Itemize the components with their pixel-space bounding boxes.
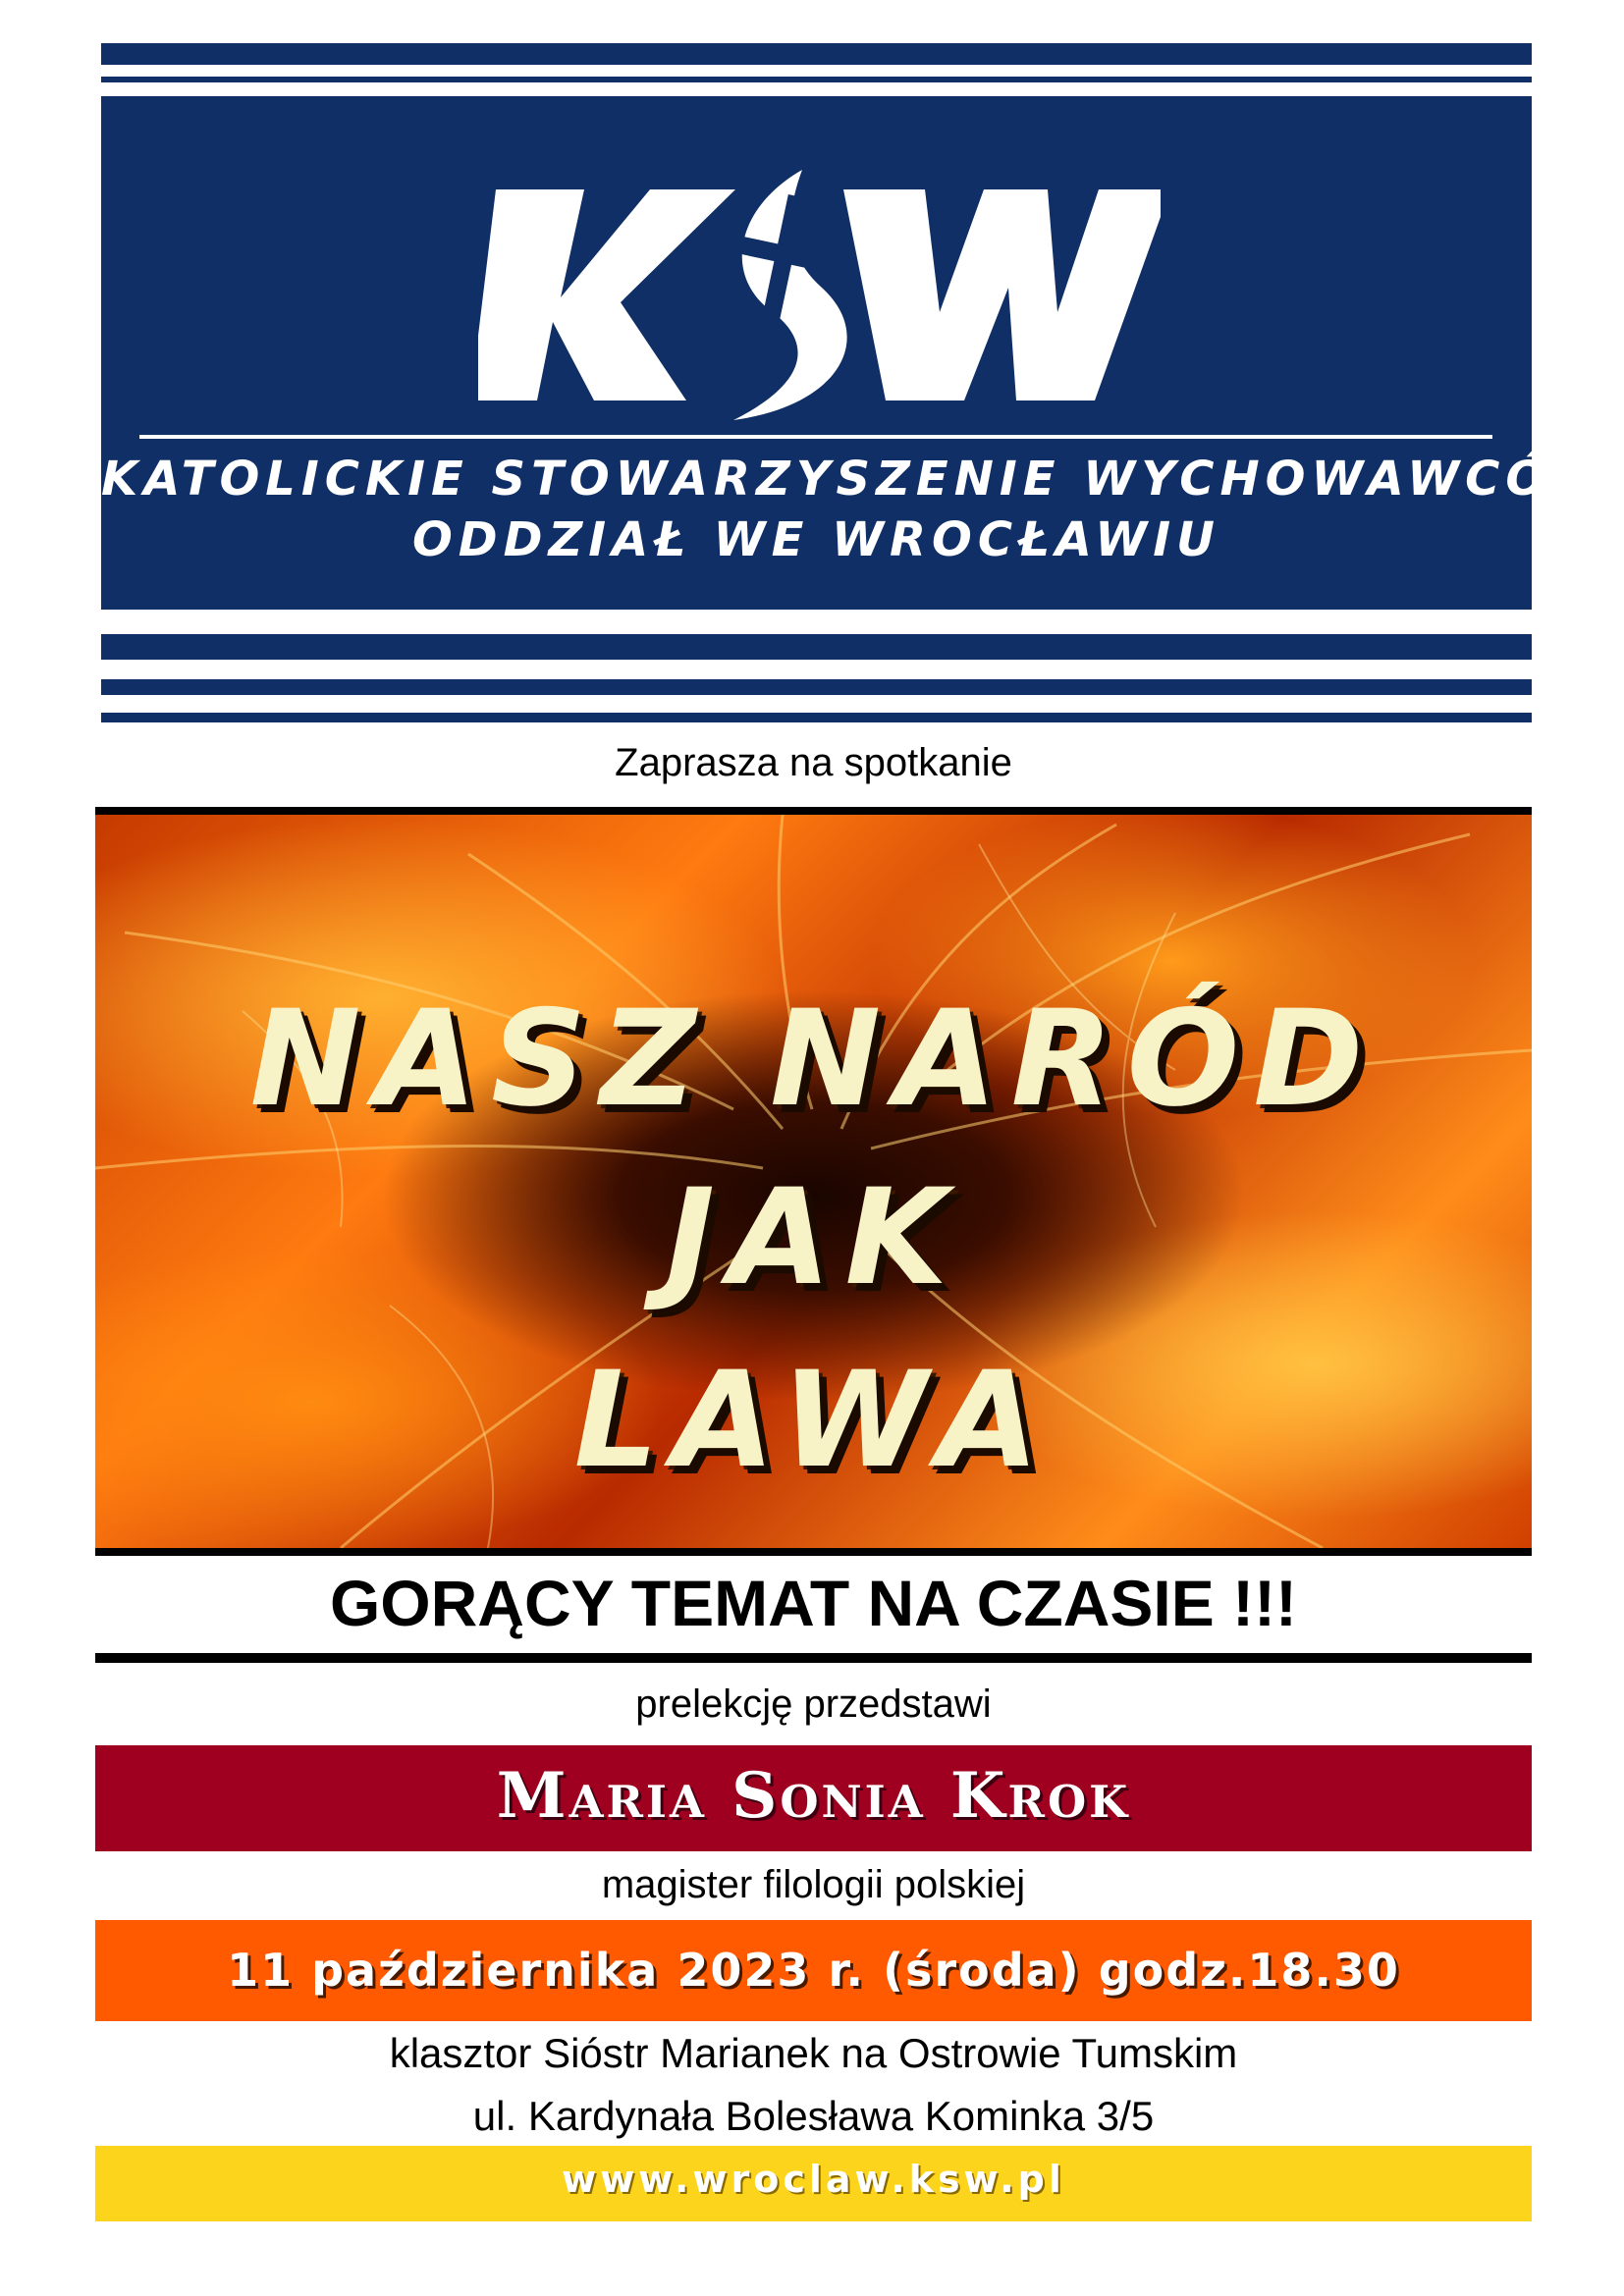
org-branch-line: ODDZIAŁ WE WROCŁAWIU — [411, 512, 1221, 567]
venue-line-1: klasztor Sióstr Marianek na Ostrowie Tumskim — [389, 2030, 1238, 2076]
date-bar — [95, 1920, 1532, 2021]
venue-line-2: ul. Kardynała Bolesława Kominka 3/5 — [472, 2093, 1155, 2139]
header-divider — [139, 435, 1492, 439]
header-stripe-bottom-1 — [101, 634, 1532, 660]
header-stripe-top — [101, 43, 1532, 65]
hot-topic-heading: GORĄCY TEMAT NA CZASIE !!! — [329, 1567, 1298, 1639]
org-name-line: KATOLICKIE STOWARZYSZENIE WYCHOWAWCÓW — [101, 452, 1610, 507]
invite-text: Zaprasza na spotkanie — [615, 741, 1012, 784]
banner-title-line-1: NASZ NARÓD — [249, 982, 1378, 1136]
ksw-logo-icon — [478, 140, 1161, 425]
header-stripe-bottom-3 — [101, 713, 1532, 722]
event-date: 11 października 2023 r. (środa) godz.18.30 — [227, 1944, 1400, 1997]
website-bar — [95, 2146, 1532, 2221]
hot-topic-rule — [95, 1653, 1532, 1663]
banner-title-line-3: LAWA — [573, 1343, 1054, 1497]
header-stripe-top-2 — [101, 77, 1532, 82]
lava-banner — [95, 807, 1532, 1556]
speaker-bar — [95, 1745, 1532, 1851]
lecture-intro-text: prelekcję przedstawi — [635, 1682, 992, 1726]
speaker-name: Maria Sonia Krok — [496, 1759, 1131, 1833]
speaker-title: magister filologii polskiej — [601, 1863, 1026, 1906]
header-stripe-bottom-2 — [101, 679, 1532, 695]
website-link[interactable]: www.wroclaw.ksw.pl — [562, 2158, 1065, 2201]
banner-title-line-2: JAK — [665, 1160, 962, 1314]
